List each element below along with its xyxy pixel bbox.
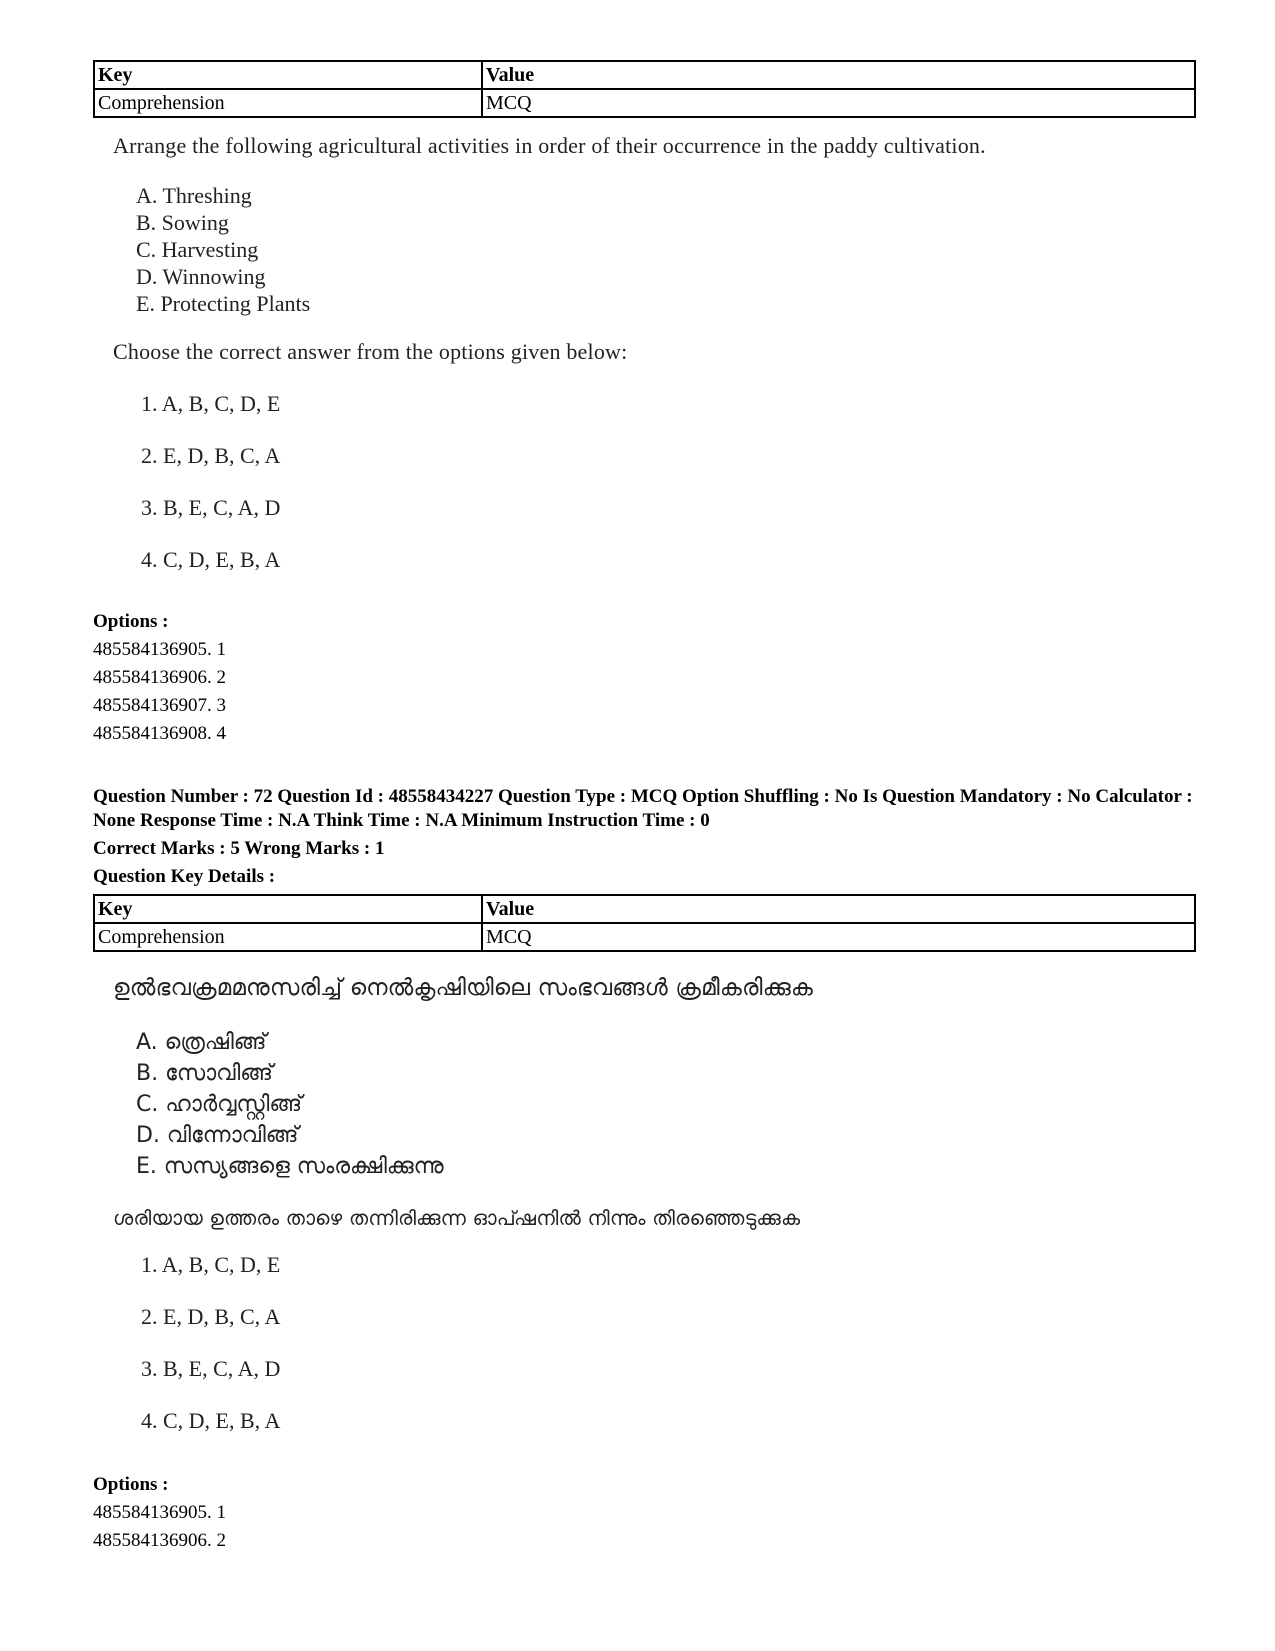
value-header: Value	[482, 61, 1195, 89]
list-item: A. ത്രെഷിങ്ങ്	[136, 1030, 267, 1055]
key-cell: Comprehension	[94, 89, 482, 117]
list-item: D. Winnowing	[136, 264, 266, 289]
question-key-table	[93, 894, 1196, 952]
answer-choice: 4. C, D, E, B, A	[141, 547, 281, 572]
list-item: C. ഹാർവ്വസ്റ്റിങ്ങ്	[136, 1092, 303, 1117]
key-header: Key	[94, 895, 482, 923]
question-instruction: Choose the correct answer from the options given below:	[113, 339, 628, 364]
answer-choice: 3. B, E, C, A, D	[141, 495, 281, 520]
key-cell: Comprehension	[94, 923, 482, 951]
option-row: 485584136905. 1	[93, 1502, 226, 1523]
answer-choice: 1. A, B, C, D, E	[141, 1252, 281, 1277]
list-item: E. Protecting Plants	[136, 291, 311, 316]
answer-choice: 4. C, D, E, B, A	[141, 1408, 281, 1433]
answer-choice: 1. A, B, C, D, E	[141, 391, 281, 416]
answer-choice: 2. E, D, B, C, A	[141, 443, 281, 468]
options-label: Options :	[93, 1474, 169, 1495]
table-header-row	[94, 895, 1195, 923]
table-row	[94, 923, 1195, 951]
option-row: 485584136908. 4	[93, 723, 226, 744]
option-row: 485584136906. 2	[93, 1530, 226, 1551]
table-row	[94, 89, 1195, 117]
marks-line: Correct Marks : 5 Wrong Marks : 1	[93, 838, 385, 859]
value-cell: MCQ	[482, 89, 1195, 117]
option-row: 485584136906. 2	[93, 667, 226, 688]
list-item: B. സോവിങ്ങ്	[136, 1061, 273, 1086]
table-header-row	[94, 61, 1195, 89]
list-item: B. Sowing	[136, 210, 229, 235]
value-header: Value	[482, 895, 1195, 923]
list-item: D. വിന്നോവിങ്ങ്	[136, 1123, 299, 1148]
option-row: 485584136905. 1	[93, 639, 226, 660]
options-label: Options :	[93, 611, 169, 632]
question-stem: Arrange the following agricultural activities in order of their occurrence in the paddy cultivation.	[113, 133, 986, 158]
list-item: E. സസ്യങ്ങളെ സംരക്ഷിക്കുന്നു	[136, 1154, 444, 1179]
question-stem: ഉൽഭവക്രമമനുസരിച്ച് നെൽകൃഷിയിലെ സംഭവങ്ങൾ ക്രമീകരിക്കുക	[113, 975, 814, 1001]
question-meta: Question Number : 72 Question Id : 48558434227 Question Type : MCQ Option Shuffling : No Is Question Mandatory : No Calculator : None Response Time : N.A Think Time : N.A Minimum Instruction Time : 0	[93, 786, 1193, 831]
option-row: 485584136907. 3	[93, 695, 226, 716]
answer-choice: 3. B, E, C, A, D	[141, 1356, 281, 1381]
key-header: Key	[94, 61, 482, 89]
answer-choice: 2. E, D, B, C, A	[141, 1304, 281, 1329]
question-key-details-label: Question Key Details :	[93, 866, 276, 887]
question-instruction: ശരിയായ ഉത്തരം താഴെ തന്നിരിക്കുന്ന ഓപ്ഷനിൽ നിന്നും തിരഞ്ഞെടുക്കുക	[113, 1206, 801, 1230]
value-cell: MCQ	[482, 923, 1195, 951]
list-item: A. Threshing	[136, 183, 252, 208]
list-item: C. Harvesting	[136, 237, 259, 262]
question-key-table	[93, 60, 1196, 118]
